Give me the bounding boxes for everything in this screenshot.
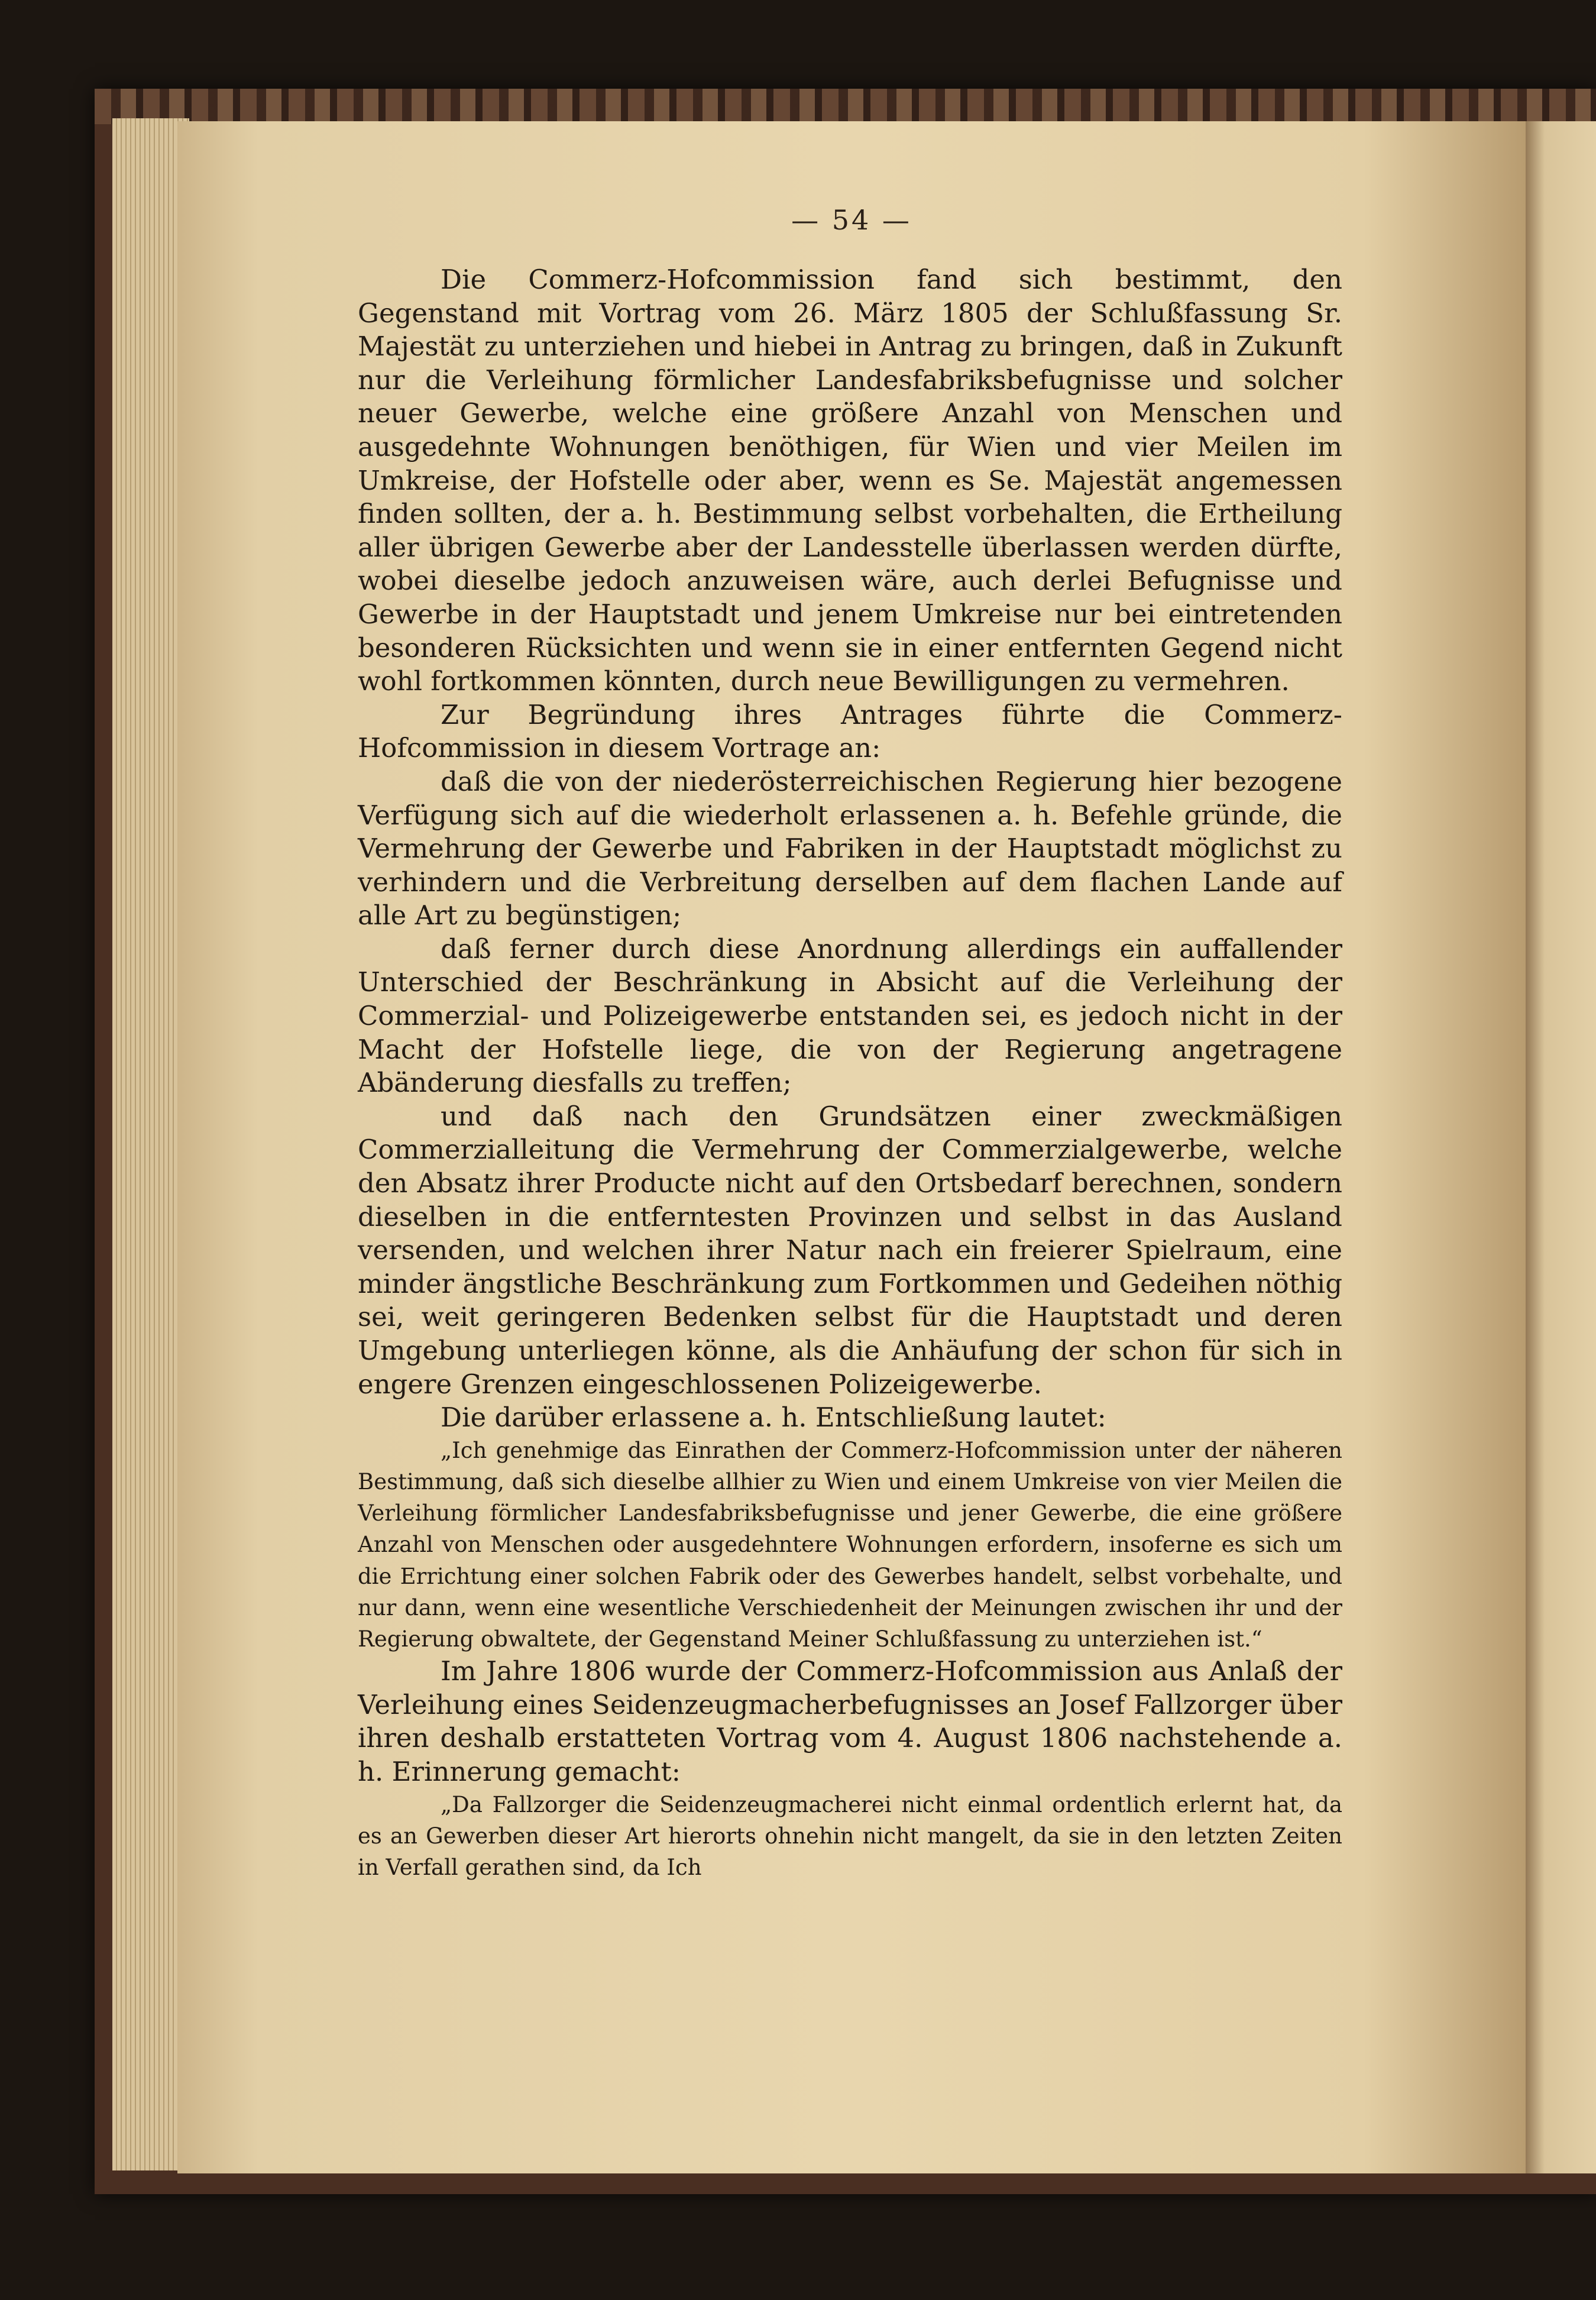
body-paragraph: Die Commerz-Hofcommission fand sich bestimmt, den Gegenstand mit Vortrag vom 26. März 1805 der Schlußfassung Sr. Majestät zu unterziehen und hiebei in Antrag zu bringen, daß in Zukunft nur die Verleihung förmlicher Landesfabriksbefugnisse und solcher neuer Gewerbe, welche eine größere Anzahl von Menschen und ausgedehnte Wohnungen benöthigen, für Wien und vier Meilen im Umkreise, der Hofstelle oder aber, wenn es Se. Majestät angemessen finden sollten, der a. h. Bestimmung selbst vorbehalten, die Ertheilung aller übrigen Gewerbe aber der Landesstelle überlassen werden dürfte, wobei dieselbe jedoch anzuweisen wäre, auch derlei Befugnisse und Gewerbe in der Hauptstadt und jenem Umkreise nur bei eintretenden besonderen Rücksichten und wenn sie in einer entfernten Gegend nicht wohl fortkommen könnten, durch neue Bewilligungen zu vermehren. xyxy=(358,264,1342,697)
quotation-paragraph: „Ich genehmige das Einrathen der Commerz-Hofcommission unter der näheren Bestimmung, daß sich dieselbe allhier zu Wien und einem Umkreise von vier Meilen die Verleihung förmlicher Landesfabriksbefugnisse und jener Gewerbe, die eine größere Anzahl von Menschen oder ausgedehntere Wohnungen erfordern, insoferne es sich um die Errichtung einer solchen Fabrik oder des Gewerbes handelt, selbst vorbehalte, und nur dann, wenn eine wesentliche Verschiedenheit der Meinungen zwischen ihr und der Regierung obwaltete, der Gegenstand Meiner Schlußfassung zu unterziehen ist.“ xyxy=(358,1437,1342,1652)
body-paragraph: und daß nach den Grundsätzen einer zweckmäßigen Commerzialleitung die Vermehrung der Commerzialgewerbe, welche den Absatz ihrer Producte nicht auf den Ortsbedarf berechnen, sondern dieselben in die entferntesten Provinzen und selbst in das Ausland versenden, und welchen ihrer Natur nach ein freierer Spielraum, eine minder ängstliche Beschränkung zum Fortkommen und Gedeihen nöthig sei, weit geringeren Bedenken selbst für die Hauptstadt und deren Umgebung unterliegen könne, als die Anhäufung der schon für sich in engere Grenzen eingeschlossenen Polizeigewerbe. xyxy=(358,1100,1342,1400)
cover-edge xyxy=(95,89,1596,124)
body-paragraph: Im Jahre 1806 wurde der Commerz-Hofcommission aus Anlaß der Verleihung eines Seidenzeugmacherbefugnisses an Josef Fallzorger über ihren deshalb erstatteten Vortrag vom 4. August 1806 nachstehende a. h. Erinnerung gemacht: xyxy=(358,1655,1342,1787)
body-paragraph: daß die von der niederösterreichischen Regierung hier bezogene Verfügung sich auf die wiederholt erlassenen a. h. Befehle gründe, die Vermehrung der Gewerbe und Fabriken in der Hauptstadt möglichst zu verhindern und die Verbreitung derselben auf dem flachen Lande auf alle Art zu begünstigen; xyxy=(358,765,1342,931)
page-text-block xyxy=(358,263,1342,1883)
body-paragraph: daß ferner durch diese Anordnung allerdings ein auffallender Unterschied der Beschränkung in Absicht auf die Verleihung der Commerzial- und Polizeigewerbe entstanden sei, es jedoch nicht in der Macht der Hofstelle liege, die von der Regierung angetragene Abänderung diesfalls zu treffen; xyxy=(358,933,1342,1099)
body-paragraph: Die darüber erlassene a. h. Entschließung lautet: xyxy=(441,1402,1106,1434)
page-number: — 54 — xyxy=(791,204,912,236)
body-paragraph: Zur Begründung ihres Antrages führte die Commerz-Hofcommission in diesem Vortrage an: xyxy=(358,698,1342,764)
quotation-paragraph: „Da Fallzorger die Seidenzeugmacherei nicht einmal ordentlich erlernt hat, da es an Gewerben dieser Art hierorts ohnehin nicht mangelt, da sie in den letzten Zeiten in Verfall gerathen sind, da Ich xyxy=(358,1791,1342,1880)
facing-page-edge xyxy=(1523,121,1596,2173)
